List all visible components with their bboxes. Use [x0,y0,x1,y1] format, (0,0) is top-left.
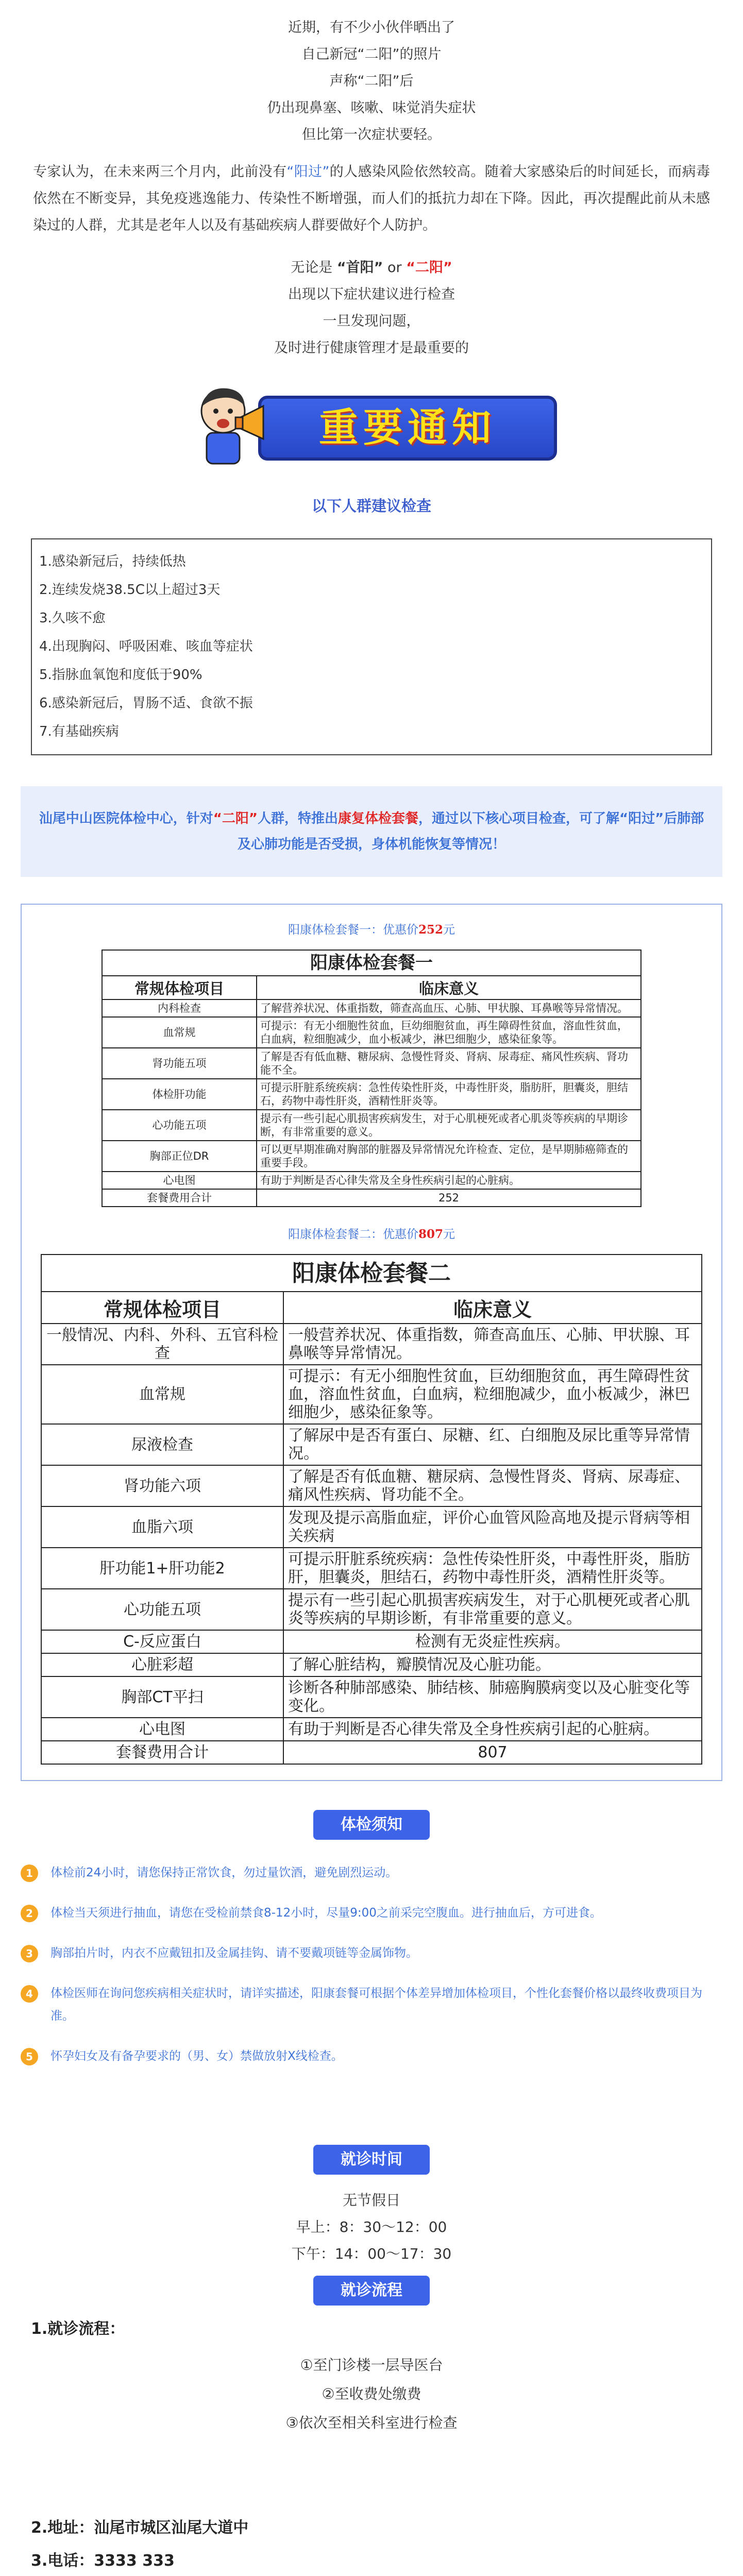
process-label: 1.就诊流程： [31,2320,125,2338]
shouyang-label: “首阳” [336,260,383,276]
table-caption: 阳康体检套餐一 [102,950,641,976]
symptom-list [31,538,712,755]
list-item: 2 体检当天须进行抽血，请您在受检前禁食8-12小时，尽量9:00之前采完空腹血。进行抽血后，方可进食。 [21,1902,722,1924]
table-row: 肾功能五项 了解是否有低血糖、糖尿病、急慢性肾炎、肾病、尿毒症、痛风性疾病、肾功能不全。 [102,1048,641,1079]
table-row: 血脂六项 发现及提示高脂血症，评价心血管风险高地及提示肾病等相关疾病 [41,1506,702,1548]
column-header: 常规体检项目 [102,976,257,999]
list-item: 5 怀孕妇女及有备孕要求的（男、女）禁做放射X线检查。 [21,2045,722,2067]
package-1-table [102,950,641,1207]
advice-section: 无论是 “首阳” or “二阳” 出现以下症状建议进行检查 一旦发现问题， 及时进行健康管理才是最重要的 [274,260,469,356]
table-row: 体检肝功能 可提示肝脏系统疾病：急性传染性肝炎，中毒性肝炎，脂肪肝，胆囊炎，胆结石，药物中毒性肝炎，酒精性肝炎等。 [102,1079,641,1110]
package-2-price: 807 [418,1227,443,1241]
list-item: ③依次至相关科室进行检查 [285,2414,458,2431]
package-2-heading: 阳康体检套餐二：优惠价807元 [288,1227,455,1241]
list-item: 4.出现胸闷、呼吸困难、咳血等症状 [39,639,253,654]
package-highlight: 康复体检套餐 [338,811,419,826]
process-title-badge: 就诊流程 [313,2276,430,2306]
column-header: 临床意义 [283,1292,702,1324]
intro-section [0,0,743,148]
expert-paragraph: 专家认为，在未来两三个月内，此前没有“阳过”的人感染风险依然较高。随着大家感染后的时间延长，而病毒依然在不断变异，其免疫逃逸能力、传染性不断增强，而人们的抵抗力却在下降。因此，再次提醒此前从未感染过的人群，尤其是老年人以及有基础疾病人群要做好个人防护。 [33,164,711,233]
table-row: 胸部正位DR 可以更早期准确对胸部的脏器及异常情况允许检查、定位，是早期肺癌筛查的重要手段。 [102,1141,641,1172]
list-item: 1.感染新冠后，持续低热 [39,554,186,569]
rules-title-badge: 体检须知 [313,1810,430,1840]
list-item: 7.有基础疾病 [39,724,119,739]
highlight-yangguo: “阳过” [286,164,330,180]
table-row: 血常规 可提示：有无小细胞性贫血，巨幼细胞贫血，再生障碍性贫血，溶血性贫血，白血病，粒细胞减少，血小板减少，淋巴细胞少，感染征象等。 [102,1017,641,1048]
table-row: 内科检查 了解营养状况、体重指数，筛查高血压、心肺、甲状腺、耳鼻喉等异常情况。 [102,999,641,1017]
hours-title-badge: 就诊时间 [313,2145,430,2175]
table-row: 心电图 有助于判断是否心律失常及全身性疾病引起的心脏病。 [102,1172,641,1189]
intro-line: 自己新冠“二阳”的照片 [301,46,442,62]
eryang-label: “二阳” [406,260,452,276]
hours-section: 无节假日 早上：8：30～12：00 下午：14：00～17：30 [291,2192,452,2262]
important-notice-banner [176,376,567,474]
packages-card [21,904,722,1781]
list-item: 3 胸部拍片时，内衣不应戴钮扣及金属挂钩、请不要戴项链等金属饰物。 [21,1942,722,1964]
table-row: 血常规 可提示：有无小细胞性贫血，巨幼细胞贫血，再生障碍性贫血，溶血性贫血，白血病，粒细胞减少，血小板减少，淋巴细胞少，感染征象等。 [41,1365,702,1424]
package-1-price: 252 [418,923,443,937]
list-item: 5.指脉血氧饱和度低于90% [39,667,202,683]
number-badge-icon: 5 [21,2048,38,2065]
package-2-table [41,1254,702,1765]
number-badge-icon: 3 [21,1945,38,1962]
table-row: 肝功能1+肝功能2 可提示肝脏系统疾病：急性传染性肝炎，中毒性肝炎，脂肪肝，胆囊炎，胆结石，药物中毒性肝炎，酒精性肝炎等。 [41,1548,702,1589]
list-item: 4 体检医师在询问您疾病相关症状时，请详实描述，阳康套餐可根据个体差异增加体检项目，个性化套餐价格以最终收费项目为准。 [21,1982,722,2027]
table-row: 心功能五项 提示有一些引起心肌损害疾病发生，对于心肌梗死或者心肌炎等疾病的早期诊断，有非常重要的意义。 [102,1110,641,1141]
package-notice: 汕尾中山医院体检中心，针对“二阳”人群，特推出康复体检套餐，通过以下核心项目检查，可了解“阳过”后肺部及心肺功能是否受损，身体机能恢复等情况！ [21,786,722,877]
table-row: C-反应蛋白 检测有无炎症性疾病。 [41,1630,702,1653]
intro-line: 声称“二阳”后 [329,73,414,89]
list-item: 1 体检前24小时，请您保持正常饮食，勿过量饮酒，避免剧烈运动。 [21,1861,722,1884]
table-row: 肾功能六项 了解是否有低血糖、糖尿病、急慢性肾炎、肾病、尿毒症、痛风性疾病、肾功能不全。 [41,1465,702,1506]
table-caption: 阳康体检套餐二 [41,1255,702,1292]
intro-line: 但比第一次症状要轻。 [302,127,441,143]
banner-text: 重要通知 [319,404,496,450]
rules-list [0,1840,743,2067]
number-badge-icon: 4 [21,1985,38,2003]
banner-pill [258,396,557,461]
list-item: ②至收费处缴费 [322,2385,421,2402]
phone-text: 3.电话：3333 333 [31,2552,175,2570]
table-row: 尿液检查 了解尿中是否有蛋白、尿糖、红、白细胞及尿比重等异常情况。 [41,1424,702,1465]
address-text: 2.地址：汕尾市城区汕尾大道中 [31,2519,249,2537]
table-row: 心脏彩超 了解心脏结构，瓣膜情况及心脏功能。 [41,1653,702,1676]
table-row: 心功能五项 提示有一些引起心肌损害疾病发生，对于心肌梗死或者心肌炎等疾病的早期诊断，有非常重要的意义。 [41,1589,702,1630]
process-header [0,2276,743,2306]
table-row: 套餐费用合计 252 [102,1189,641,1207]
hours-header [0,2145,743,2175]
table-row: 套餐费用合计 807 [41,1741,702,1764]
rules-header [0,1810,743,1840]
megaphone-person-icon [191,381,268,469]
list-item: 6.感染新冠后，胃肠不适、食欲不振 [39,696,253,711]
number-badge-icon: 1 [21,1865,38,1882]
table-row: 胸部CT平扫 诊断各种肺部感染、肺结核、肺癌胸膜病变以及心脏变化等变化。 [41,1676,702,1718]
intro-line: 仍出现鼻塞、咳嗽、味觉消失症状 [267,100,476,116]
list-item: ①至门诊楼一层导医台 [300,2357,443,2374]
symptoms-title: 以下人群建议检查 [311,497,431,515]
column-header: 常规体检项目 [41,1292,283,1324]
number-badge-icon: 2 [21,1905,38,1922]
list-item: 3.久咳不愈 [39,611,106,626]
package-1-heading: 阳康体检套餐一：优惠价252元 [288,923,455,937]
eryang-highlight: “二阳” [213,811,258,826]
table-row: 心电图 有助于判断是否心律失常及全身性疾病引起的心脏病。 [41,1718,702,1741]
column-header: 临床意义 [257,976,641,999]
intro-line: 近期，有不少小伙伴晒出了 [288,20,455,36]
list-item: 2.连续发烧38.5C以上超过3天 [39,582,221,598]
process-steps [0,2351,743,2437]
table-row: 一般情况、内科、外科、五官科检查 一般营养状况、体重指数，筛查高血压、心肺、甲状腺、耳鼻喉等异常情况。 [41,1324,702,1365]
